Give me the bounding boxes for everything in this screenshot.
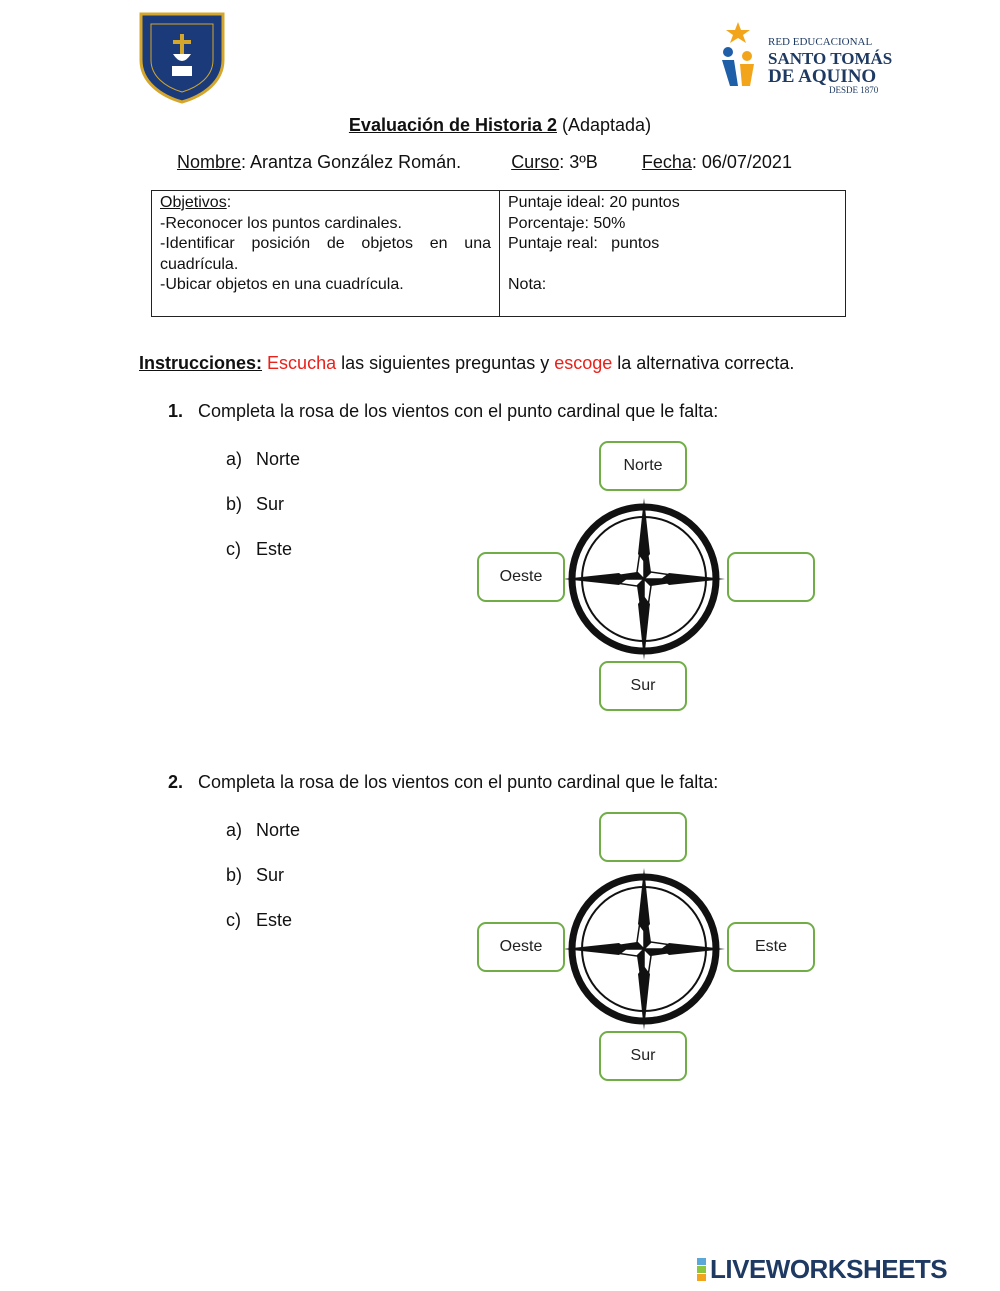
objective-item: -Ubicar objetos en una cuadrícula. [160,276,404,293]
fecha-value: : 06/07/2021 [691,152,792,172]
escucha-word: Escucha [267,353,337,373]
objectives-label: Objetivos [160,194,227,211]
instructions-label: Instrucciones: [139,353,263,373]
compass-box-left[interactable]: Oeste [477,552,565,602]
instructions-part2: las siguientes preguntas y [336,353,555,373]
star-figures-icon [714,20,764,90]
score-column [500,191,845,316]
puntaje-ideal: Puntaje ideal: 20 puntos [508,194,680,211]
option-text: Norte [256,449,301,469]
option-text: Este [256,539,293,559]
school-crest-logo [137,10,227,105]
option-text: Norte [256,820,301,840]
question-number: 1. [168,401,184,421]
compass-box-right[interactable] [727,552,815,602]
option-a[interactable] [226,449,300,470]
escoge-word: escoge [554,353,613,373]
option-letter: a) [226,820,243,840]
title-bold: Evaluación de Historia 2 [348,115,557,135]
option-letter: c) [226,910,241,930]
compass-rose-icon [559,494,729,664]
brand-text: LIVEWORKSHEETS [710,1254,948,1284]
option-b[interactable] [226,494,284,515]
option-letter: b) [226,865,243,885]
nota: Nota: [508,276,547,293]
objective-item: -Identificar posición de objetos en una cuadrícula. [160,235,491,273]
red-educacional-logo [714,20,899,98]
compass-box-bottom[interactable]: Sur [599,661,687,711]
title-rest: (Adaptada) [557,115,652,135]
option-a[interactable] [226,820,300,841]
question-2 [168,772,718,793]
objectives-table [151,190,846,317]
question-number: 2. [168,772,184,792]
option-letter: c) [226,539,241,559]
porcentaje: Porcentaje: 50% [508,214,626,232]
option-text: Este [256,910,293,930]
fecha-label: Fecha [641,152,692,172]
objectives-column [152,191,500,316]
liveworksheets-brand [697,1254,947,1285]
curso-value: : 3ºB [559,152,598,172]
question-text: Completa la rosa de los vientos con el punto cardinal que le falta: [198,772,719,792]
compass-box-top[interactable] [599,812,687,862]
logo-line3: DE AQUINO [768,66,877,87]
option-b[interactable] [226,865,284,886]
question-1 [168,401,718,422]
option-text: Sur [256,865,285,885]
question-text: Completa la rosa de los vientos con el punto cardinal que le falta: [198,401,719,421]
student-info [177,152,792,173]
objectives-colon: : [226,194,232,211]
option-letter: a) [226,449,243,469]
compass-box-left[interactable]: Oeste [477,922,565,972]
compass-rose-icon [559,864,729,1034]
nombre-label: Nombre [177,152,242,172]
nombre-value: : Arantza González Román. [241,152,462,172]
objective-item: -Reconocer los puntos cardinales. [160,214,402,232]
compass-box-bottom[interactable]: Sur [599,1031,687,1081]
puntaje-real: Puntaje real: puntos [508,235,660,252]
logo-line2: SANTO TOMÁS [768,49,893,68]
compass-box-top[interactable]: Norte [599,441,687,491]
logo-line1: RED EDUCACIONAL [768,36,873,48]
option-letter: b) [226,494,243,514]
instructions [139,353,794,374]
logo-line4: DESDE 1870 [829,85,879,95]
instructions-part3: la alternativa correcta. [612,353,795,373]
option-c[interactable] [226,910,292,931]
option-text: Sur [256,494,285,514]
liveworksheets-icon [697,1258,706,1281]
curso-label: Curso [511,152,560,172]
compass-box-right[interactable]: Este [727,922,815,972]
option-c[interactable] [226,539,292,560]
page-title [0,115,1000,136]
